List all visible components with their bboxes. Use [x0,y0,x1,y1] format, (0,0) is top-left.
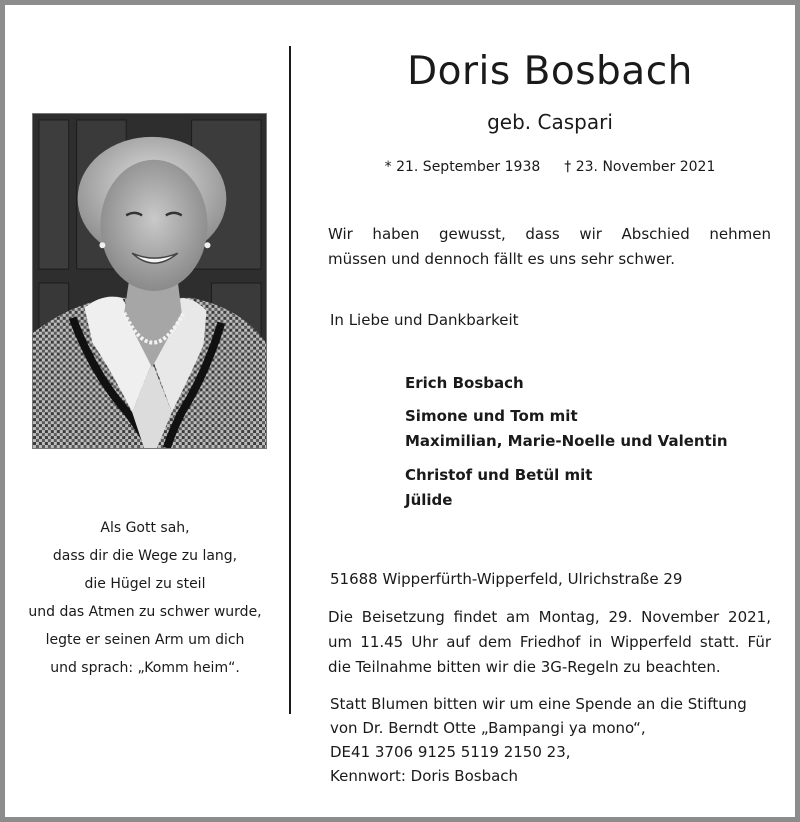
burial-line: die Teilnahme bitten wir die 3G-Regeln zu beachten. [328,658,721,676]
family-group-3 [405,463,592,513]
address: 51688 Wipperfürth-Wipperfeld, Ulrichstraße 29 [330,570,683,588]
portrait-photo [32,113,267,449]
intro-text [328,222,771,272]
family-line: Erich Bosbach [405,374,524,392]
family-line: Jülide [405,491,453,509]
intro-line: müssen und dennoch fällt es uns sehr schwer. [328,250,675,268]
burial-line: Die Beisetzung findet am Montag, 29. November 2021, [328,608,771,626]
burial-info [328,605,771,680]
life-dates [330,156,770,178]
death-date: † 23. November 2021 [564,159,716,175]
donation-line: Statt Blumen bitten wir um eine Spende an die Stiftung [330,695,747,713]
poem-line: und sprach: „Komm heim“. [50,660,240,676]
poem-line: dass dir die Wege zu lang, [52,548,238,564]
family-group-1 [405,371,524,396]
family-group-2 [405,404,728,454]
deceased-name: Doris Bosbach [407,49,693,94]
poem-line: legte er seinen Arm um dich [45,632,245,648]
family-line: Christof und Betül mit [405,466,593,484]
family-line: Maximilian, Marie-Noelle und Valentin [405,432,728,450]
intro-line: Wir haben gewusst, dass wir Abschied nehmen [328,225,771,243]
donation-line: DE41 3706 9125 5119 2150 23, [330,743,571,761]
poem-line: die Hügel zu steil [84,576,206,592]
thanks-line: In Liebe und Dankbarkeit [330,311,519,329]
column-divider [289,46,291,714]
poem-line: und das Atmen zu schwer wurde, [28,604,262,620]
portrait-image [33,114,266,448]
donation-line: Kennwort: Doris Bosbach [330,767,519,785]
family-line: Simone und Tom mit [405,407,578,425]
poem [14,514,276,682]
birth-name: geb. Caspari [487,110,613,134]
birth-date: * 21. September 1938 [384,159,541,175]
poem-line: Als Gott sah, [100,520,190,536]
donation-line: von Dr. Berndt Otte „Bampangi ya mono“, [330,719,646,737]
donation-info [330,692,747,788]
burial-line: um 11.45 Uhr auf dem Friedhof in Wipperfeld statt. Für [328,633,771,651]
